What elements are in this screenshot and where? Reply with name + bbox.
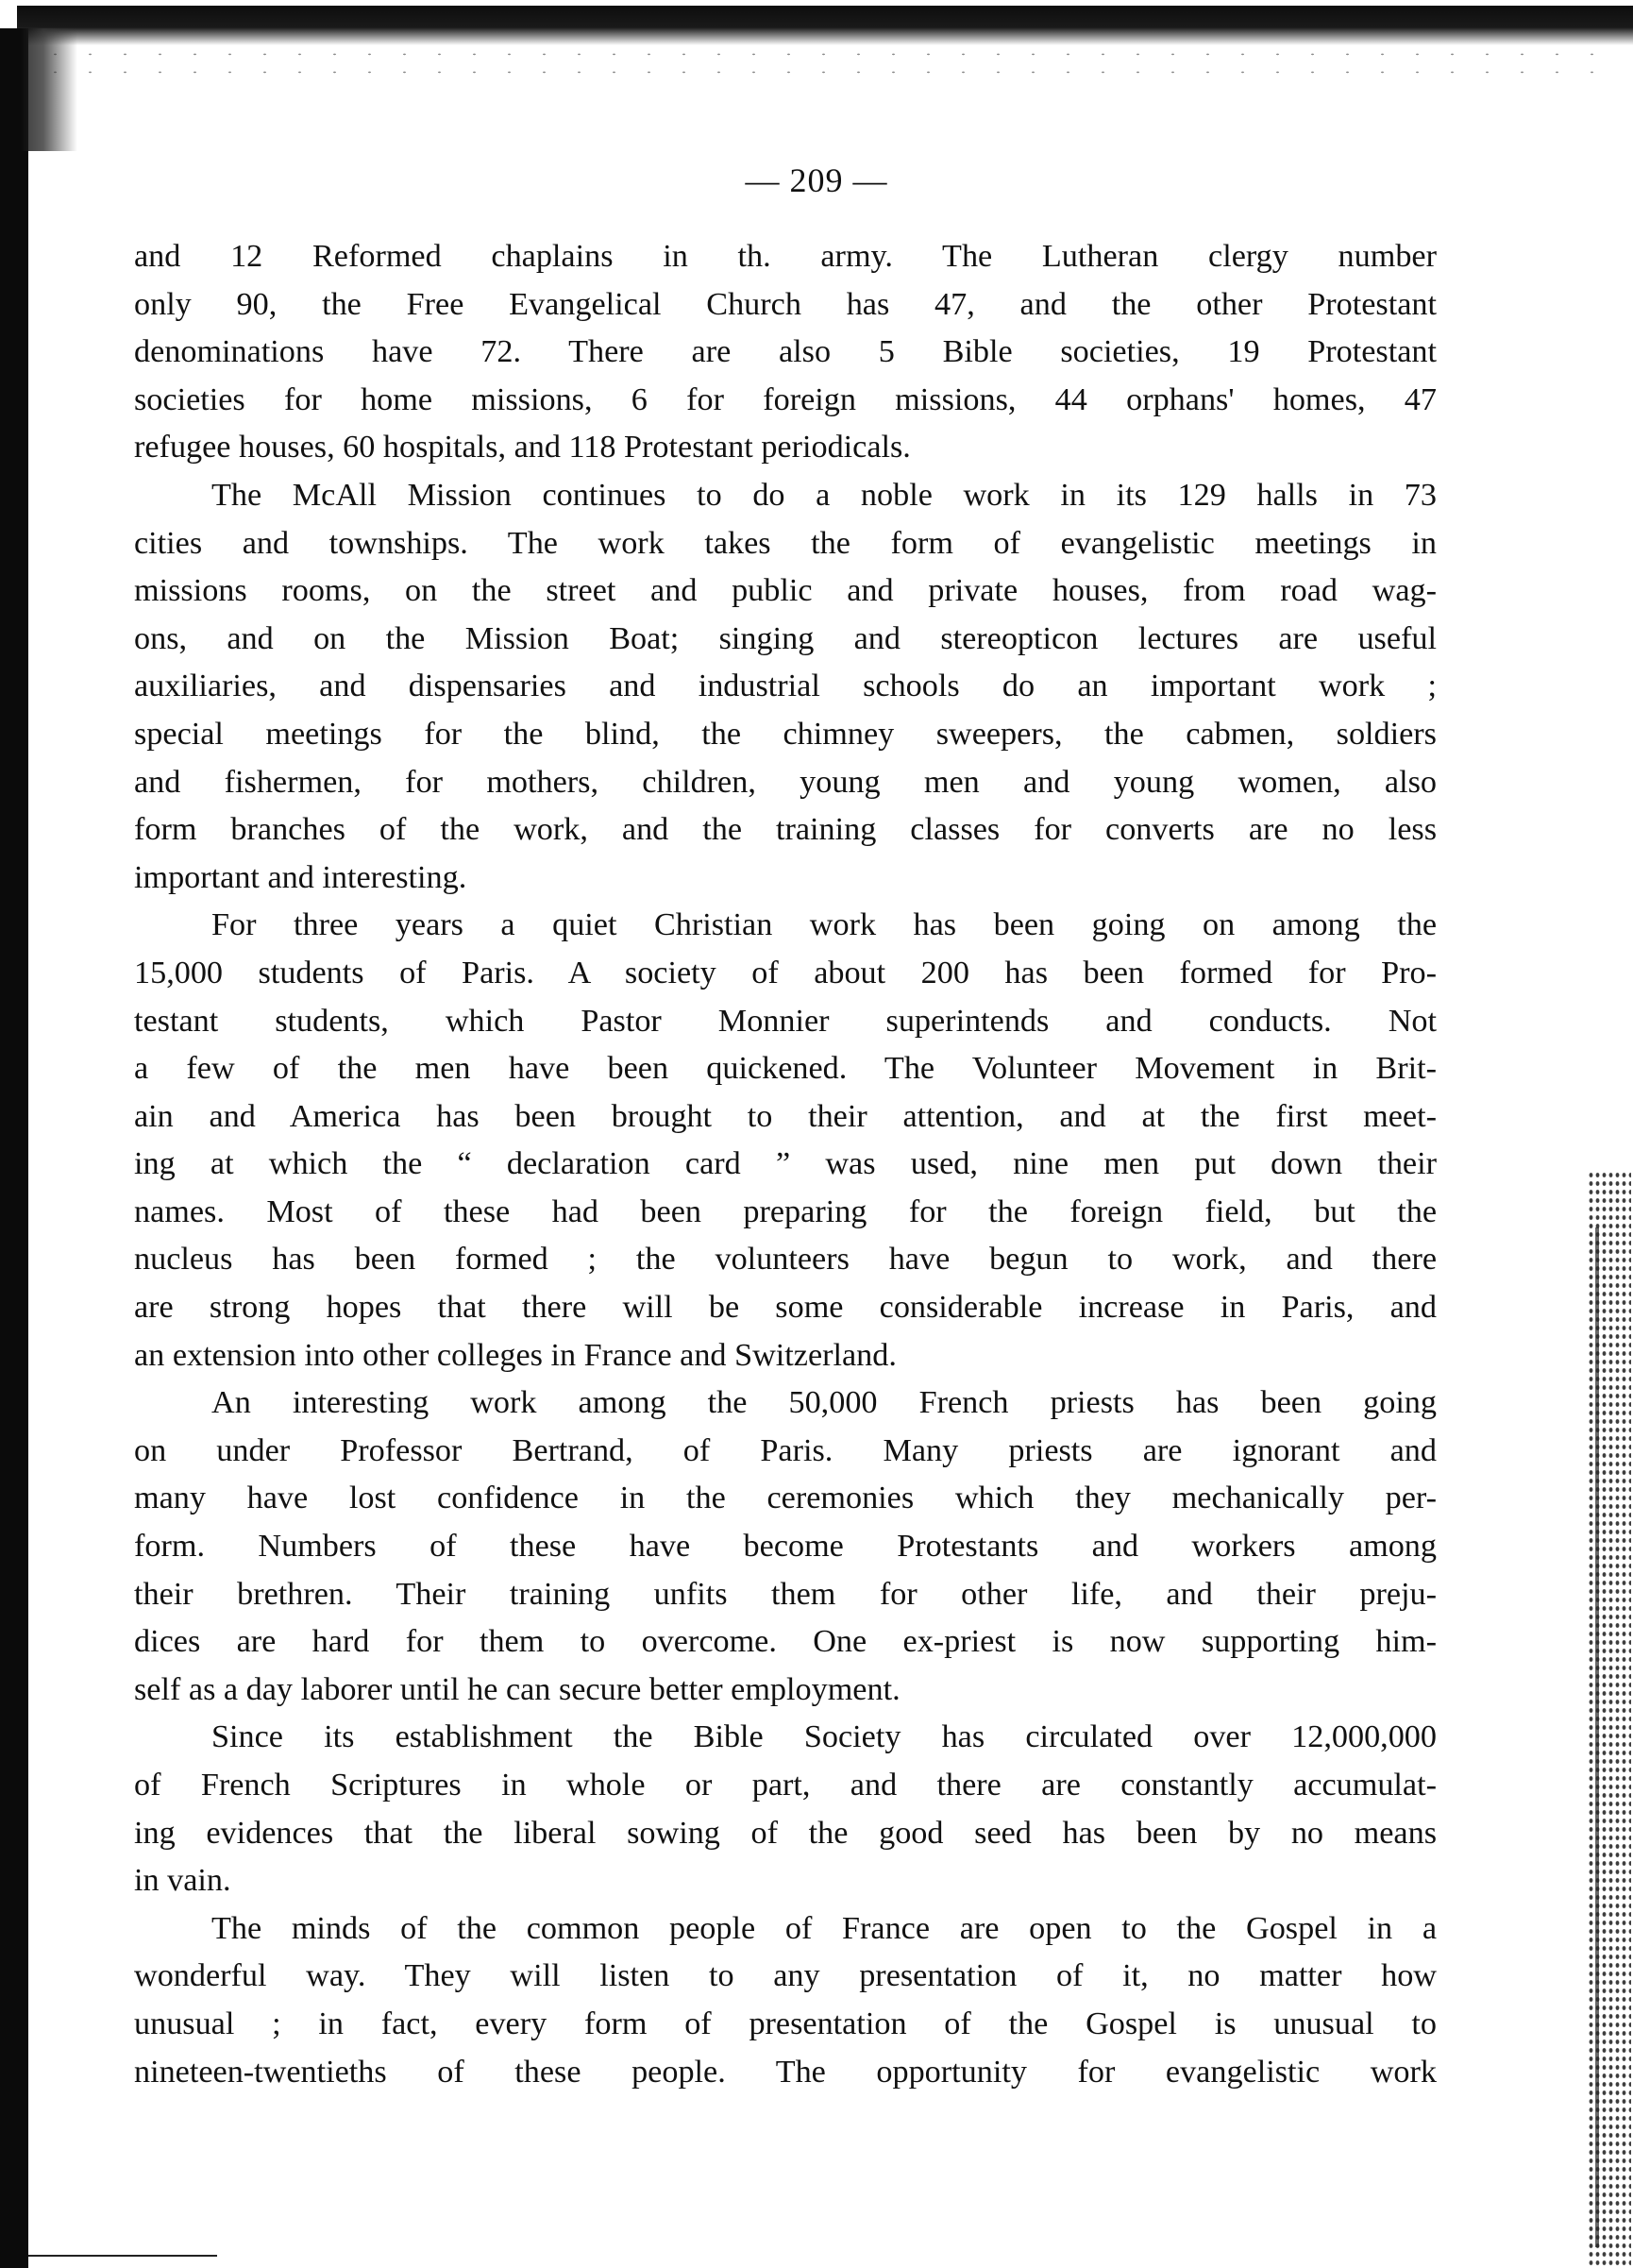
text-line: and fishermen, for mothers, children, young men and young women, also [134, 764, 1437, 800]
text-line: self as a day laborer until he can secure better employment. [134, 1671, 901, 1707]
text-line: ons, and on the Mission Boat; singing and stereopticon lectures are useful [134, 620, 1437, 656]
text-line: testant students, which Pastor Monnier superintends and conducts. Not [134, 1003, 1437, 1039]
text-line: ain and America has been brought to their attention, and at the first meet- [134, 1098, 1437, 1134]
text-line: 15,000 students of Paris. A society of about 200 has been formed for Pro- [134, 955, 1437, 990]
scan-top-speckle [38, 45, 1614, 74]
text-line: The minds of the common people of France are open to the Gospel in a [211, 1910, 1437, 1946]
text-line: wonderful way. They will listen to any presentation of it, no matter how [134, 1958, 1437, 1994]
body-text [134, 233, 1437, 2096]
text-line: societies for home missions, 6 for foreign missions, 44 orphans' homes, 47 [134, 381, 1437, 417]
scan-bottom-line [28, 2255, 217, 2257]
text-line: cities and townships. The work takes the form of evangelistic meetings in [134, 525, 1437, 561]
text-line: of French Scriptures in whole or part, and there are constantly accumulat- [134, 1768, 1437, 1803]
text-line: For three years a quiet Christian work has been going on among the [211, 907, 1437, 943]
text-line: nucleus has been formed ; the volunteers have begun to work, and there [134, 1242, 1437, 1278]
scan-left-notch [21, 28, 77, 151]
scan-right-line [1595, 1227, 1599, 2247]
text-line: important and interesting. [134, 859, 467, 895]
page-number: — 209 — [745, 161, 888, 199]
text-line: their brethren. Their training unfits them for other life, and their preju- [134, 1576, 1437, 1612]
scan-top-edge [17, 6, 1633, 45]
text-line: a few of the men have been quickened. The Volunteer Movement in Brit- [134, 1051, 1437, 1087]
text-line: are strong hopes that there will be some considerable increase in Paris, and [134, 1290, 1437, 1326]
text-line: ing at which the “ declaration card ” was used, nine men put down their [134, 1146, 1437, 1182]
text-line: denominations have 72. There are also 5 Bible societies, 19 Protestant [134, 334, 1437, 370]
text-line: only 90, the Free Evangelical Church has 47, and the other Protestant [134, 286, 1437, 322]
text-line: dices are hard for them to overcome. One ex-priest is now supporting him- [134, 1624, 1437, 1660]
text-line: form. Numbers of these have become Protestants and workers among [134, 1529, 1437, 1565]
text-line: ing evidences that the liberal sowing of the good seed has been by no means [134, 1815, 1437, 1851]
text-line: refugee houses, 60 hospitals, and 118 Protestant periodicals. [134, 430, 911, 465]
text-line: form branches of the work, and the training classes for converts are no less [134, 812, 1437, 848]
text-line: nineteen-twentieths of these people. The opportunity for evangelistic work [134, 2054, 1437, 2090]
text-line: An interesting work among the 50,000 French priests has been going [211, 1385, 1437, 1421]
text-line: an extension into other colleges in France and Switzerland. [134, 1337, 897, 1373]
paragraph [134, 1379, 1437, 1714]
paragraph [134, 1905, 1437, 2096]
text-line: unusual ; in fact, every form of presentation of the Gospel is unusual to [134, 2006, 1437, 2041]
text-line: many have lost confidence in the ceremonies which they mechanically per- [134, 1481, 1437, 1516]
paragraph [134, 1714, 1437, 1904]
scan-left-edge [0, 28, 28, 2268]
text-line: in vain. [134, 1863, 231, 1899]
paragraph [134, 472, 1437, 902]
paragraph [134, 233, 1437, 472]
text-line: auxiliaries, and dispensaries and industrial schools do an important work ; [134, 669, 1437, 704]
text-line: Since its establishment the Bible Society has circulated over 12,000,000 [211, 1719, 1437, 1755]
text-line: and 12 Reformed chaplains in th. army. The Lutheran clergy number [134, 239, 1437, 274]
text-line: The McAll Mission continues to do a noble work in its 129 halls in 73 [211, 477, 1437, 513]
text-line: on under Professor Bertrand, of Paris. Many priests are ignorant and [134, 1432, 1437, 1468]
text-line: names. Most of these had been preparing for the foreign field, but the [134, 1193, 1437, 1229]
text-line: special meetings for the blind, the chimney sweepers, the cabmen, soldiers [134, 716, 1437, 752]
paragraph [134, 902, 1437, 1379]
scan-right-speckle [1588, 1171, 1631, 2266]
text-line: missions rooms, on the street and public and private houses, from road wag- [134, 573, 1437, 609]
